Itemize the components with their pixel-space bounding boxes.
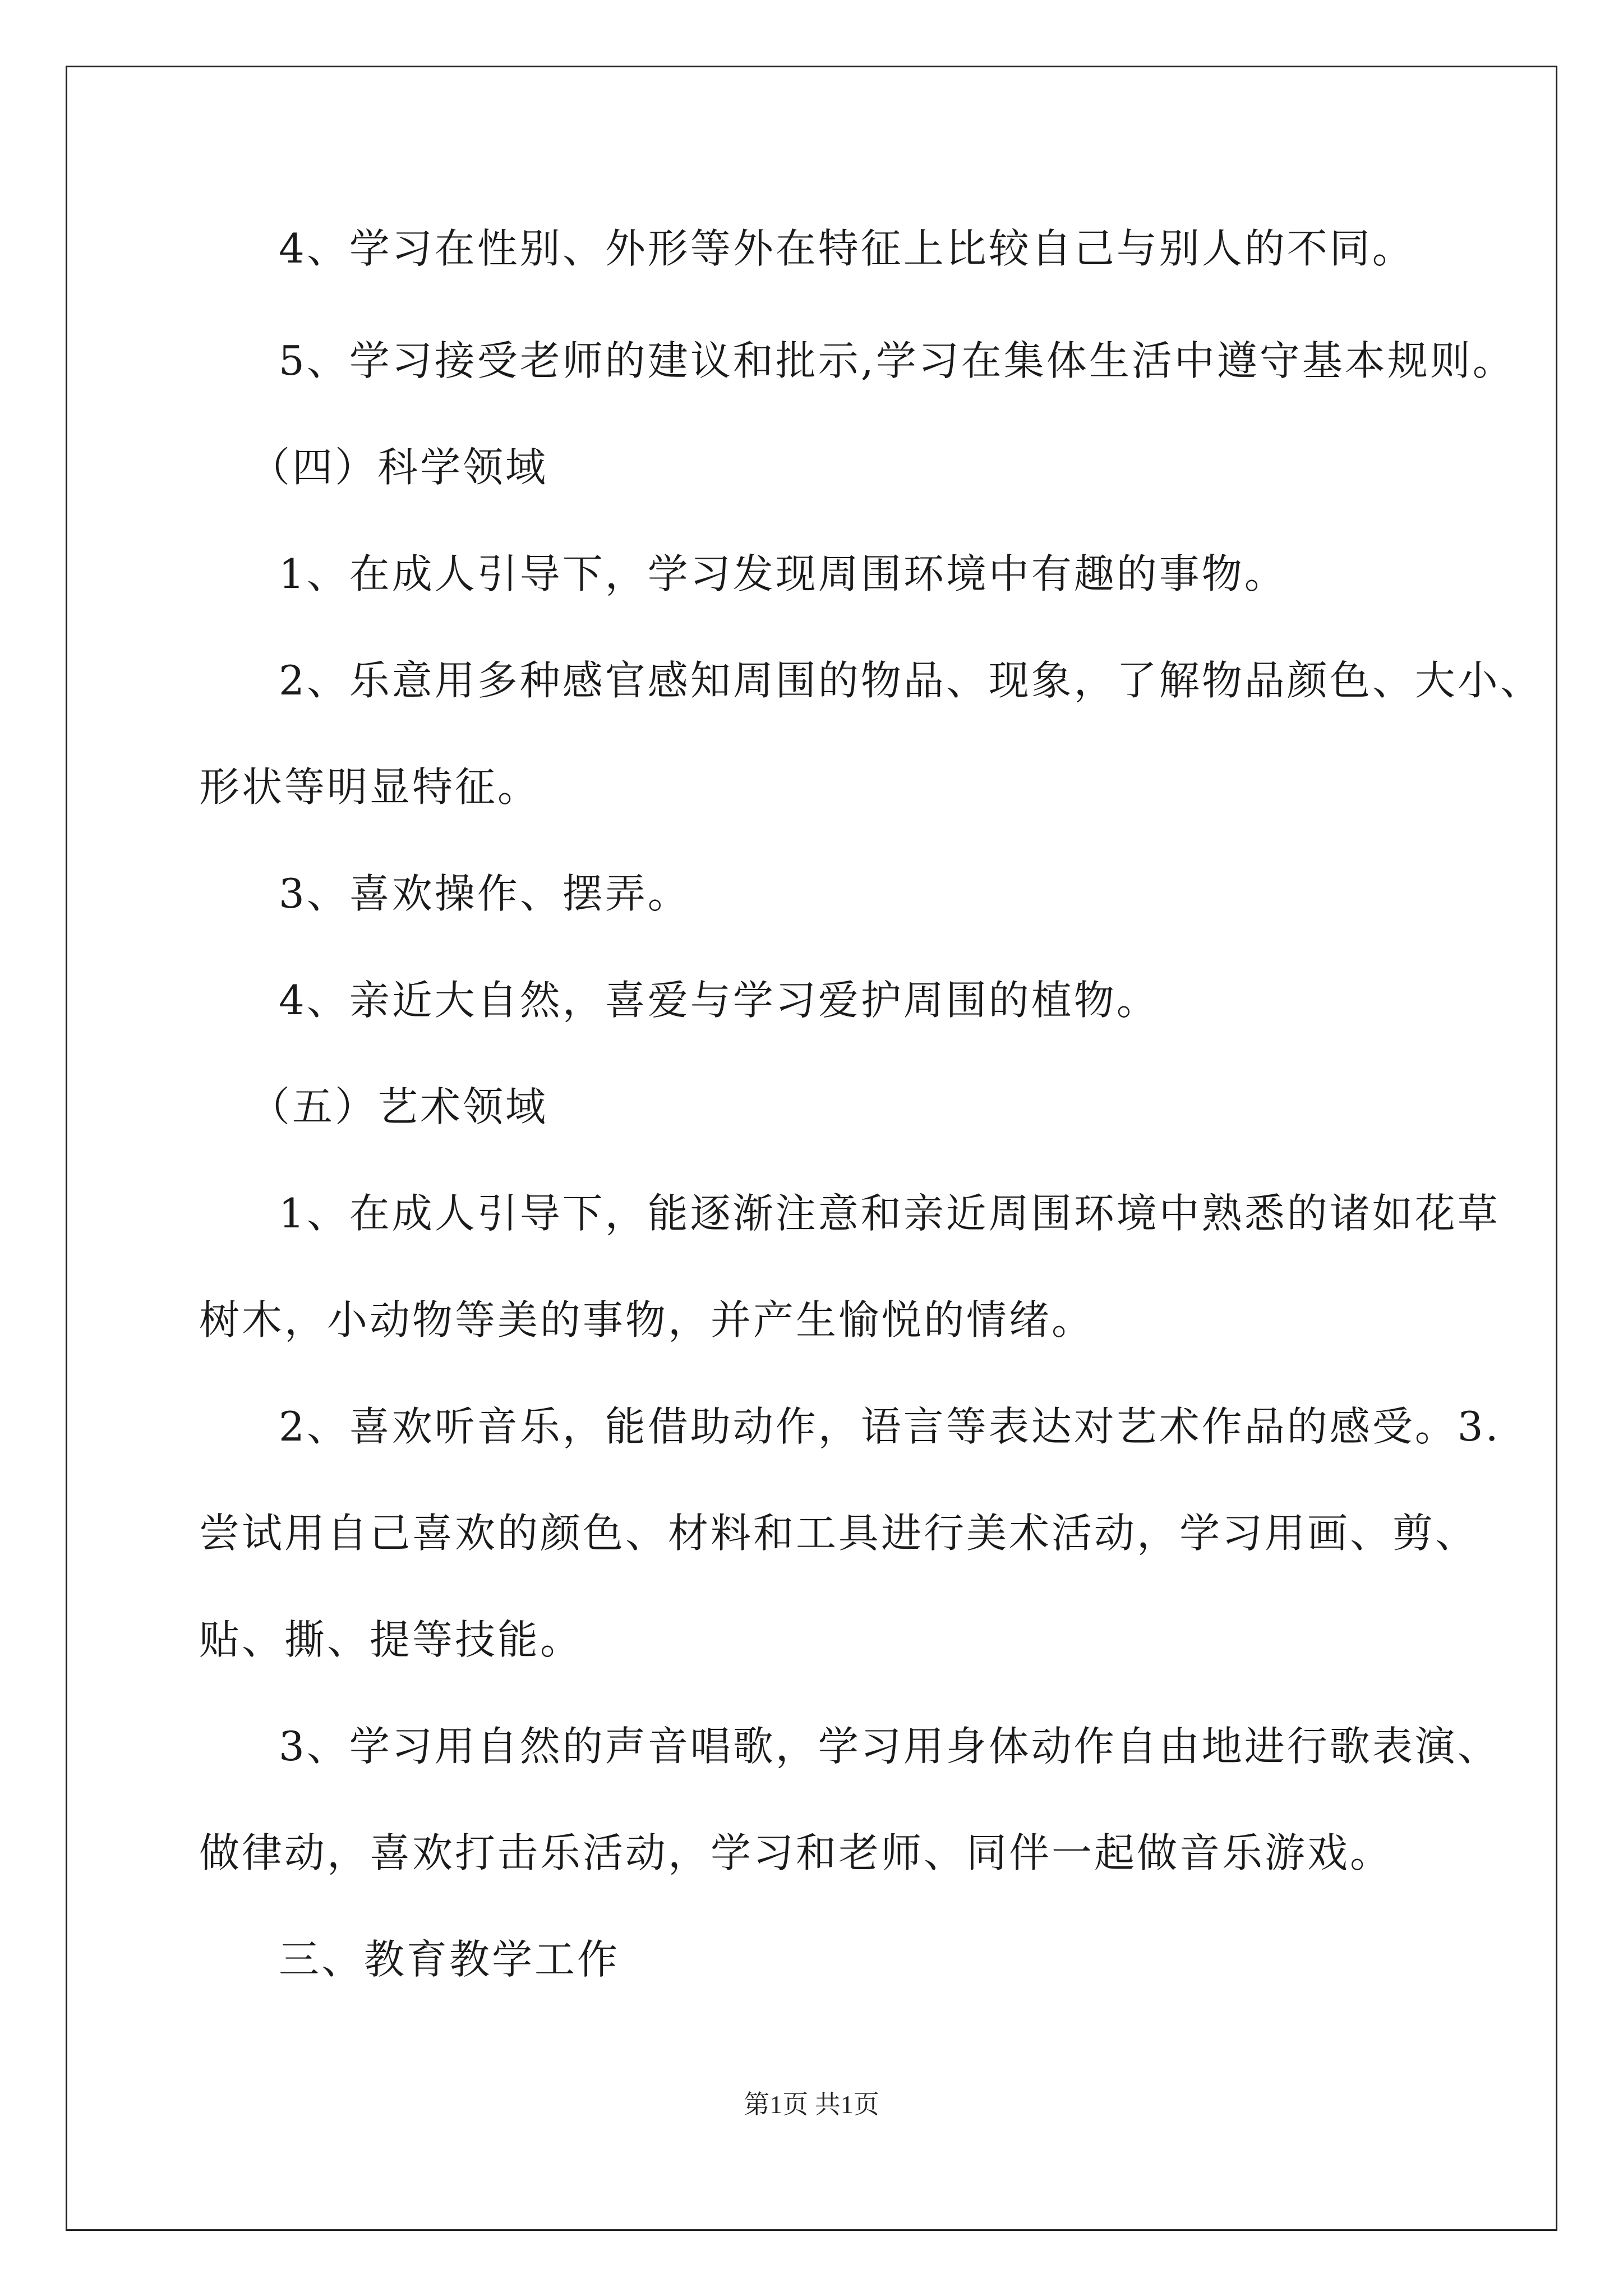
- paragraph-line: 2、喜欢听音乐，能借助动作，语言等表达对艺术作品的感受。3.: [279, 1403, 1501, 1450]
- paragraph-line: 贴、撕、提等技能。: [199, 1616, 583, 1663]
- paragraph-line: 1、在成人引导下，学习发现周围环境中有趣的事物。: [279, 550, 1287, 597]
- paragraph-line: 3、学习用自然的声音唱歌，学习用身体动作自由地进行歌表演、: [279, 1723, 1500, 1770]
- paragraph-line: 树木，小动物等美的事物，并产生愉悦的情绪。: [199, 1296, 1095, 1343]
- paragraph-line: 形状等明显特征。: [199, 763, 541, 811]
- page-footer: 第1页 共1页: [744, 2090, 879, 2119]
- paragraph-line: 4、学习在性别、外形等外在特征上比较自己与别人的不同。: [279, 225, 1415, 272]
- paragraph-line: 3、喜欢操作、摆弄。: [279, 870, 690, 917]
- section-heading: （四）科学领域: [250, 444, 548, 491]
- section-heading: （五）艺术领域: [250, 1083, 548, 1130]
- page-border: [66, 66, 1557, 2231]
- paragraph-line: 1、在成人引导下，能逐渐注意和亲近周围环境中熟悉的诸如花草: [279, 1190, 1500, 1237]
- paragraph-line: 尝试用自己喜欢的颜色、材料和工具进行美术活动，学习用画、剪、: [199, 1510, 1478, 1557]
- paragraph-line: 做律动，喜欢打击乐活动，学习和老师、同伴一起做音乐游戏。: [199, 1829, 1393, 1876]
- paragraph-line: 5、学习接受老师的建议和批示,学习在集体生活中遵守基本规则。: [279, 337, 1515, 384]
- paragraph-line: 2、乐意用多种感官感知周围的物品、现象，了解物品颜色、大小、: [279, 657, 1543, 704]
- paragraph-line: 4、亲近大自然，喜爱与学习爱护周围的植物。: [279, 977, 1159, 1024]
- section-heading: 三、教育教学工作: [279, 1936, 620, 1983]
